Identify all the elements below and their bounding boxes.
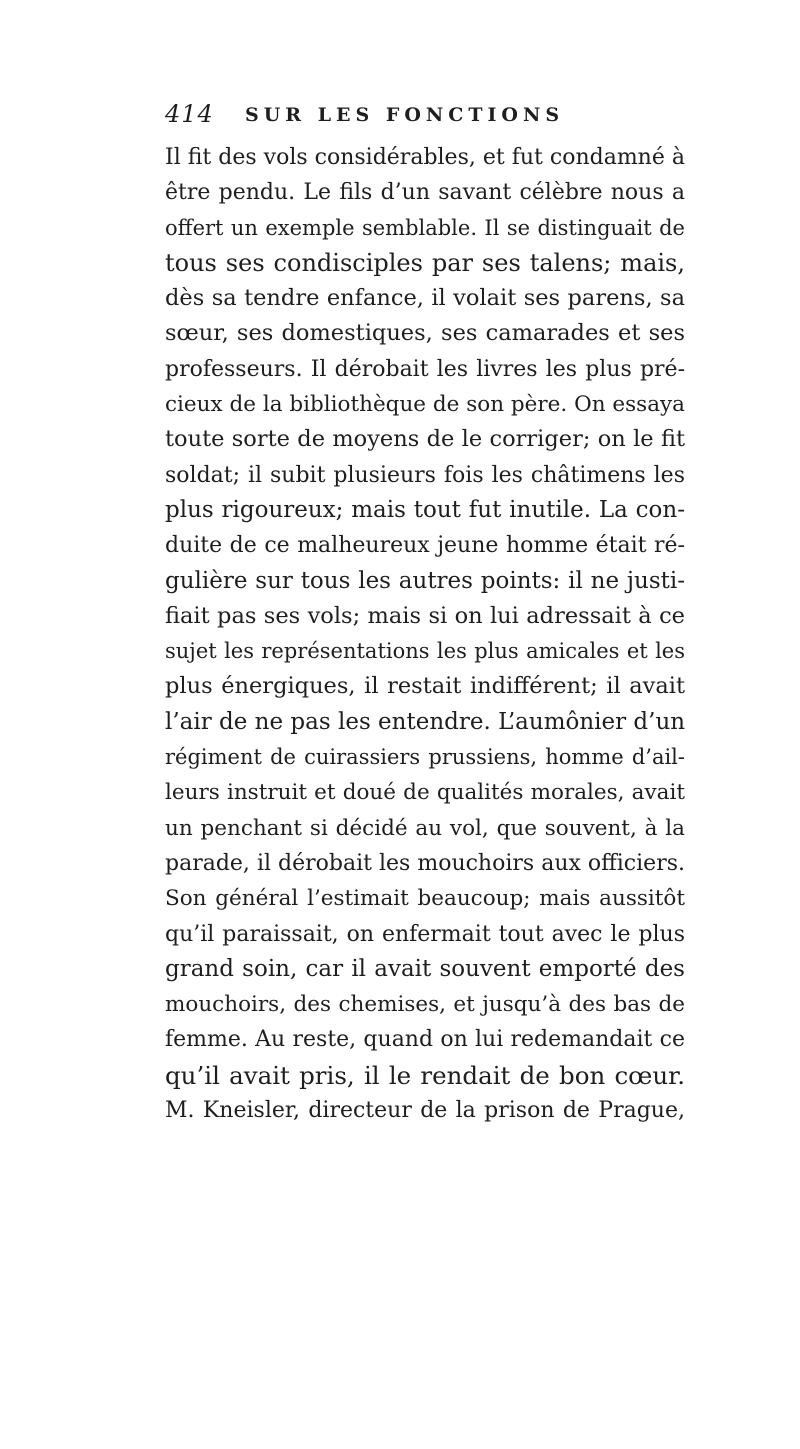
text-line: tous ses condisciples par ses talens; mais, bbox=[165, 248, 685, 277]
text-line: qu’il avait pris, il le rendait de bon cœur. bbox=[165, 1060, 685, 1090]
text-line: femme. Au reste, quand on lui redemandait ce bbox=[165, 1027, 685, 1053]
page-number: 414 bbox=[165, 100, 214, 128]
text-line: toute sorte de moyens de le corriger; on le fit bbox=[165, 426, 685, 453]
text-line: professeurs. Il dérobait les livres les plus pré- bbox=[165, 356, 685, 382]
page-header bbox=[165, 100, 635, 130]
text-line: mouchoirs, des chemises, et jusqu’à des bas de bbox=[165, 992, 685, 1018]
text-line: Son général l’estimait beaucoup; mais aussitôt bbox=[165, 886, 685, 912]
text-line: parade, il dérobait les mouchoirs aux officiers. bbox=[165, 850, 685, 876]
text-line: qu’il paraissait, on enfermait tout avec le plus bbox=[165, 921, 685, 947]
text-line: un penchant si décidé au vol, que souvent, à la bbox=[165, 815, 685, 841]
text-line: régiment de cuirassiers prussiens, homme d’ail- bbox=[165, 745, 685, 770]
text-line: sœur, ses domestiques, ses camarades et ses bbox=[165, 320, 685, 347]
text-line: plus rigoureux; mais tout fut inutile. La con- bbox=[165, 496, 685, 523]
text-line: grand soin, car il avait souvent emporté des bbox=[165, 955, 685, 982]
text-line: être pendu. Le fils d’un savant célèbre nous a bbox=[165, 180, 685, 206]
text-line: plus énergiques, il restait indifférent; il avait bbox=[165, 673, 685, 700]
text-line: dès sa tendre enfance, il volait ses parens, sa bbox=[165, 285, 685, 312]
text-line: soldat; il subit plusieurs fois les châtimens les bbox=[165, 462, 685, 488]
running-head: SUR LES FONCTIONS bbox=[245, 104, 565, 126]
text-line: cieux de la bibliothèque de son père. On essaya bbox=[165, 392, 685, 418]
text-line: sujet les représentations les plus amicales et les bbox=[165, 639, 685, 664]
text-line: leurs instruit et doué de qualités morales, avait bbox=[165, 780, 685, 806]
text-line: l’air de ne pas les entendre. L’aumônier d’un bbox=[165, 708, 686, 735]
body-text bbox=[165, 140, 685, 1128]
text-line: gulière sur tous les autres points: il ne justi- bbox=[165, 567, 685, 594]
text-line: M. Kneisler, directeur de la prison de Prague, bbox=[165, 1098, 685, 1124]
text-line: Il fit des vols considérables, et fut condamné à bbox=[165, 145, 685, 170]
text-line: duite de ce malheureux jeune homme était ré- bbox=[165, 533, 685, 559]
text-line: fiait pas ses vols; mais si on lui adressait à ce bbox=[165, 602, 685, 629]
text-line: offert un exemple semblable. Il se distinguait de bbox=[165, 215, 685, 240]
